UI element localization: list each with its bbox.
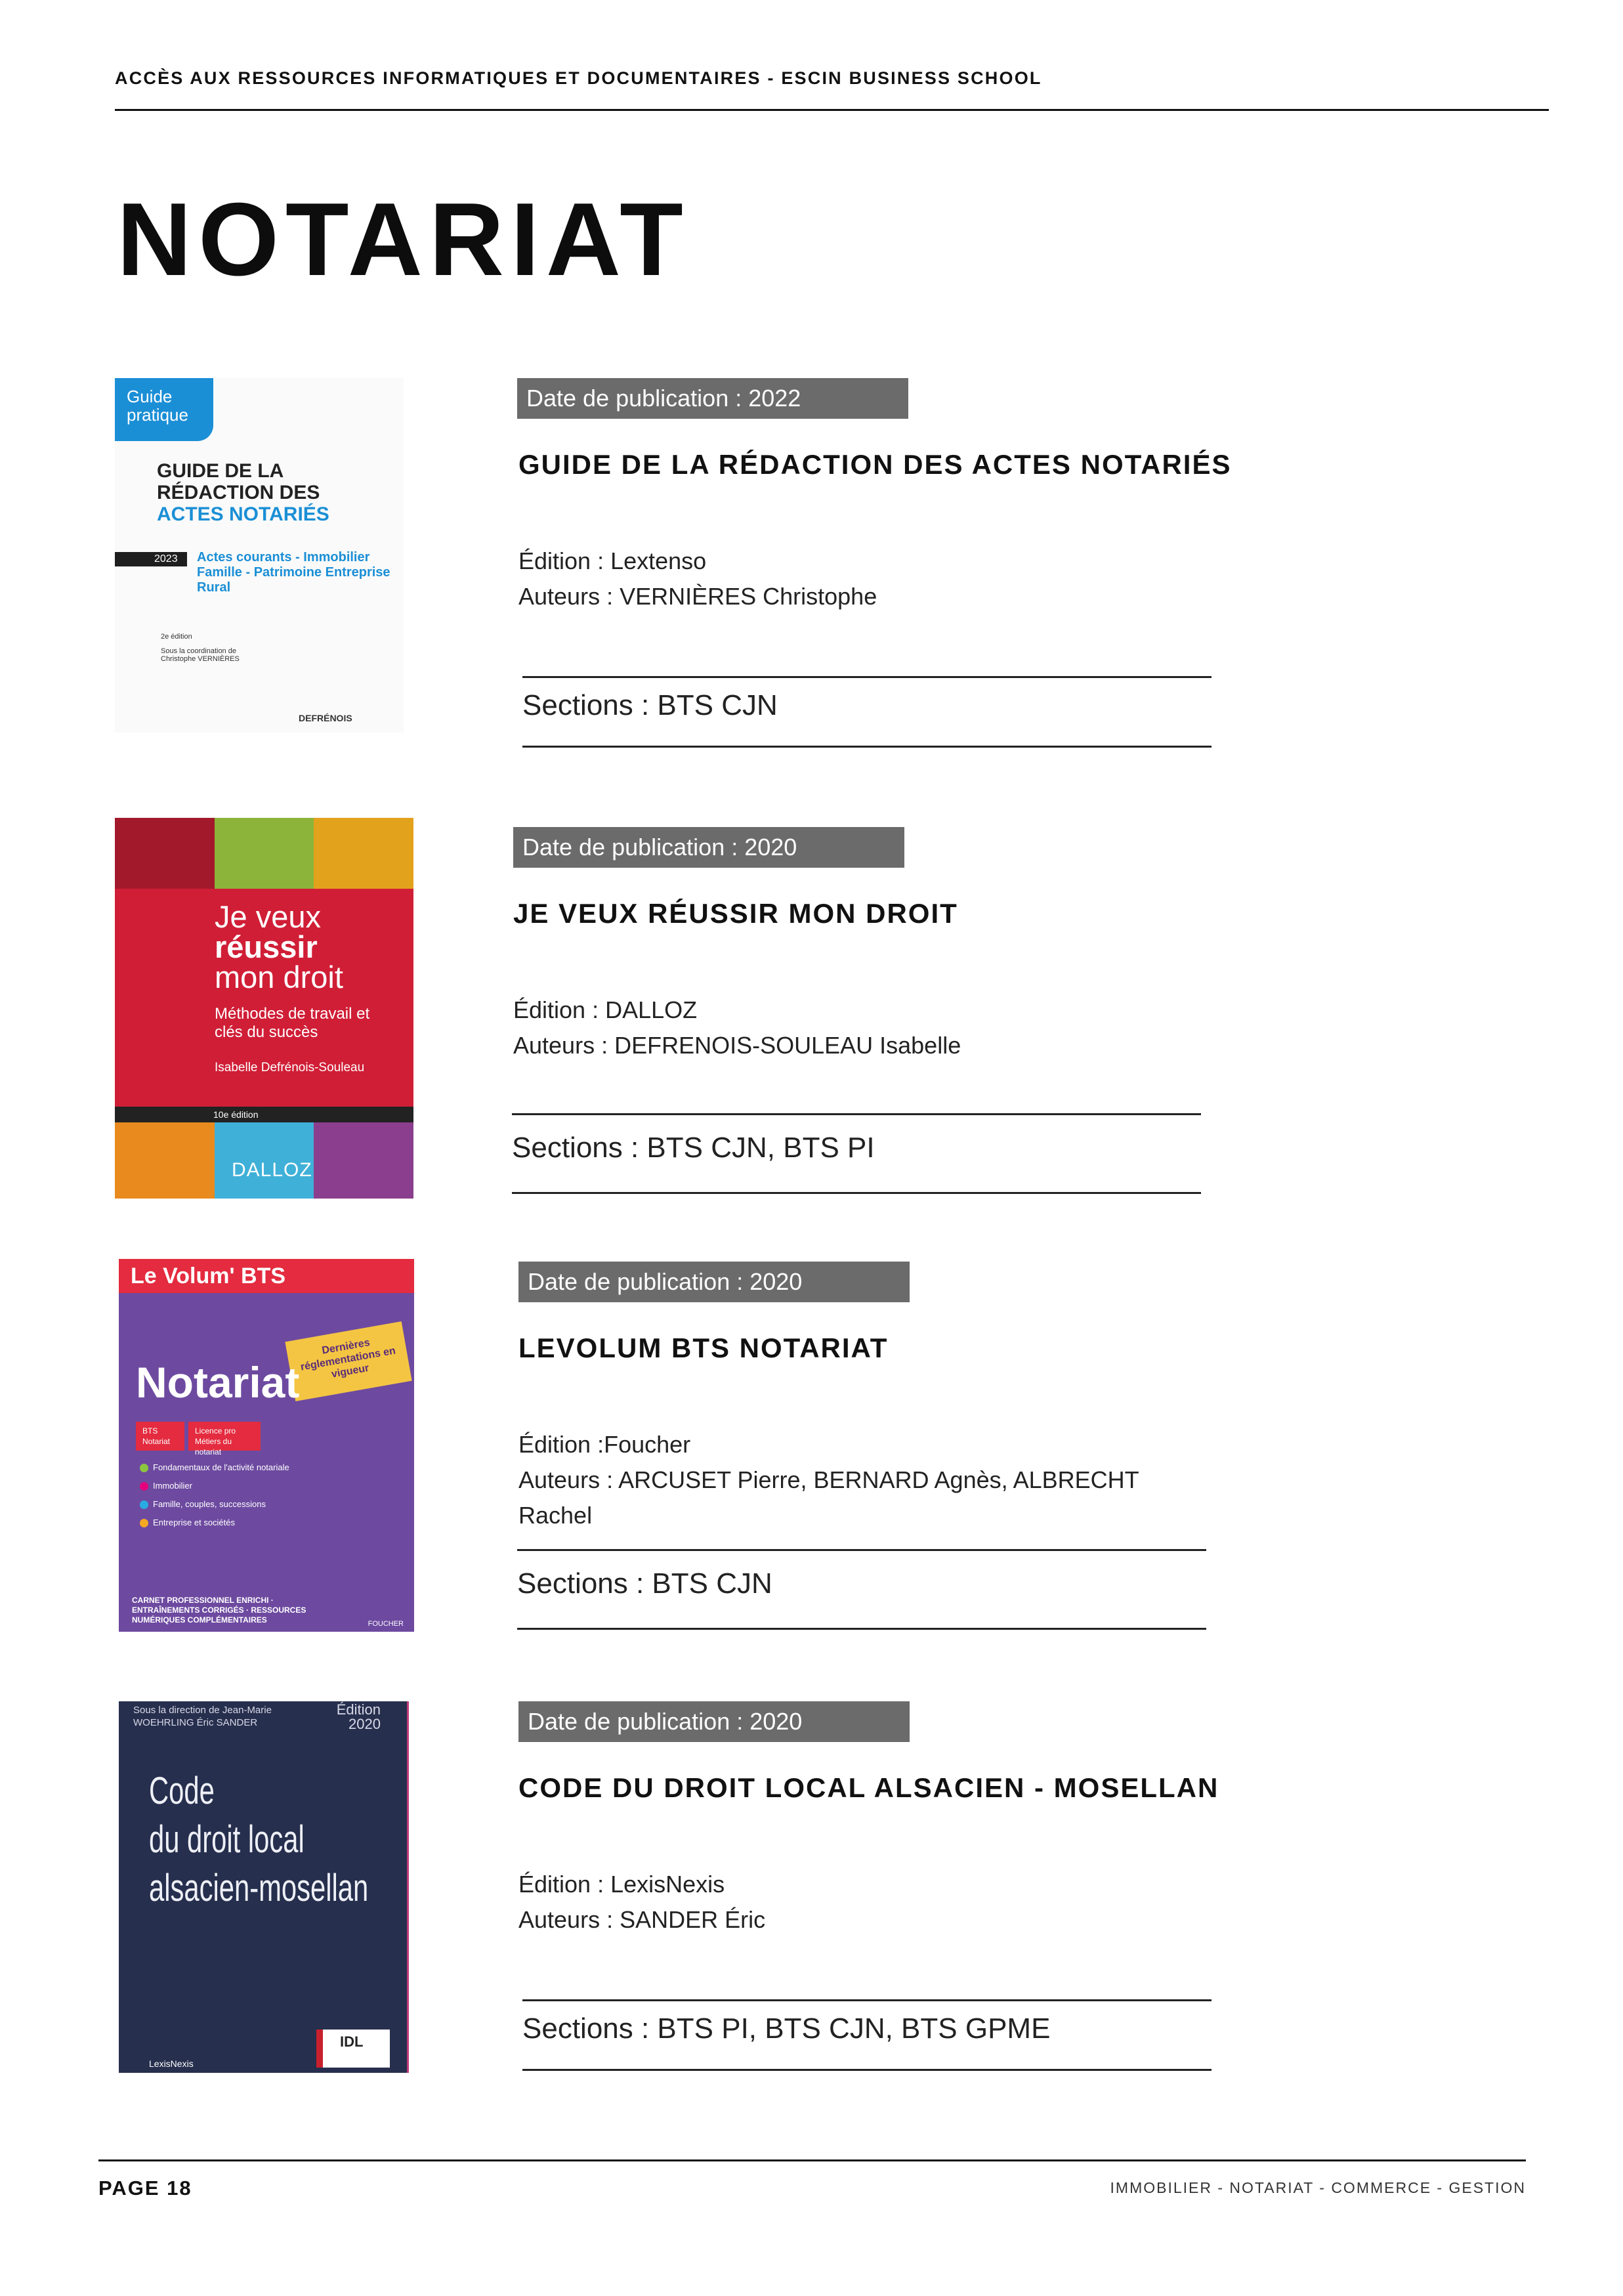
page-number: PAGE 18 [98,2177,192,2200]
book-title: JE VEUX RÉUSSIR MON DROIT [513,898,958,929]
sections-rule-top [512,1113,1201,1115]
edition-text: Édition : DALLOZ [513,996,698,1023]
sections-rule-bottom [512,1192,1201,1194]
book-meta [513,992,1170,1063]
cover-topic: Entreprise et sociétés [153,1518,236,1527]
sections-rule-top [517,1549,1206,1551]
sections-text: Sections : BTS CJN [522,689,778,721]
authors-text: Auteurs : VERNIÈRES Christophe [518,583,877,610]
topic-dot [140,1500,148,1509]
book-meta [518,543,1175,614]
edition-text: Édition :Foucher [518,1431,691,1458]
cover-topic: Fondamentaux de l'activité notariale [153,1462,289,1472]
cover-author: Isabelle Defrénois-Souleau [215,1061,365,1074]
cover-direction: Sous la direction de Jean-Marie WOEHRLING Éric SANDER [133,1705,272,1728]
book-cover-image [115,378,404,733]
publication-date-badge: Date de publication : 2020 [518,1262,910,1302]
topic-dot [140,1519,148,1527]
footer-topics: IMMOBILIER - NOTARIAT - COMMERCE - GESTION [1110,2179,1526,2196]
authors-text: Auteurs : DEFRENOIS-SOULEAU Isabelle [513,1032,961,1059]
cover-coordination: Sous la coordination de Christophe VERNIÈRES [161,647,240,663]
cover-pill: Licence pro Métiers du notariat [188,1422,261,1451]
sections-rule-bottom [517,1628,1206,1630]
cover-topic: Famille, couples, successions [153,1499,266,1509]
book-cover-image [115,818,413,1199]
page-title: NOTARIAT [117,182,690,297]
sections-text: Sections : BTS PI, BTS CJN, BTS GPME [522,2012,1051,2045]
cover-publisher: LexisNexis [149,2058,194,2069]
cover-topic: Immobilier [153,1481,192,1491]
sections-rule-bottom [522,746,1212,748]
cover-title: GUIDE DE LA RÉDACTION DES ACTES NOTARIÉS [157,460,329,525]
cover-year-bar: 2023 [115,552,187,566]
cover-title: Je veux réussir mon droit [215,899,343,994]
book-cover-image [119,1259,414,1632]
book-title: LEVOLUM BTS NOTARIAT [518,1332,889,1363]
cover-badge: IDL [316,2030,390,2068]
topic-dot [140,1482,148,1491]
cover-edition: 10e édition [115,1107,413,1122]
running-header: ACCÈS AUX RESSOURCES INFORMATIQUES ET DOCUMENTAIRES - ESCIN BUSINESS SCHOOL [115,68,1042,88]
book-title: CODE DU DROIT LOCAL ALSACIEN - MOSELLAN [518,1772,1219,1803]
cover-title: Code du droit local alsacien-mosellan [149,1770,369,1909]
cover-subtitle: Méthodes de travail et clés du succès [215,1005,370,1041]
sections-text: Sections : BTS CJN [517,1567,772,1600]
cover-publisher: DEFRÉNOIS [299,713,352,723]
book-meta [518,1427,1208,1533]
authors-text: Auteurs : SANDER Éric [518,1906,766,1933]
header-divider [115,109,1549,111]
footer-divider [98,2159,1526,2161]
sections-rule-bottom [522,2069,1212,2071]
cover-edition: 2e édition [161,633,192,641]
book-meta [518,1867,1175,1938]
cover-subjects: Actes courants - Immobilier Famille - Patrimoine Entreprise Rural [197,550,390,595]
cover-series: Le Volum' BTS [119,1259,414,1293]
cover-pill: BTS Notariat [136,1422,184,1451]
sections-rule-top [522,1999,1212,2001]
cover-top-band [115,818,413,889]
cover-features: CARNET PROFESSIONNEL ENRICHI · ENTRAÎNEMENTS CORRIGÉS · RESSOURCES NUMÉRIQUES COMPLÉMENTAIRES [132,1596,306,1625]
cover-title: Notariat [136,1358,300,1407]
cover-sticker: Dernières réglementations en vigueur [285,1321,411,1401]
publication-date-badge: Date de publication : 2020 [518,1701,910,1742]
edition-text: Édition : Lextenso [518,547,707,574]
publication-date-badge: Date de publication : 2020 [513,827,904,868]
authors-text: Auteurs : ARCUSET Pierre, BERNARD Agnès, ALBRECHT Rachel [518,1466,1139,1529]
sections-text: Sections : BTS CJN, BTS PI [512,1132,875,1164]
edition-text: Édition : LexisNexis [518,1871,725,1898]
cover-publisher: FOUCHER [368,1620,404,1628]
book-cover-image [119,1701,409,2073]
cover-publisher: DALLOZ [232,1159,312,1181]
cover-tag: Guide pratique [115,378,213,441]
publication-date-badge: Date de publication : 2022 [517,378,908,419]
cover-edition: Édition 2020 [336,1701,381,1732]
sections-rule-top [522,676,1212,678]
book-title: GUIDE DE LA RÉDACTION DES ACTES NOTARIÉS [518,449,1232,480]
topic-dot [140,1464,148,1472]
